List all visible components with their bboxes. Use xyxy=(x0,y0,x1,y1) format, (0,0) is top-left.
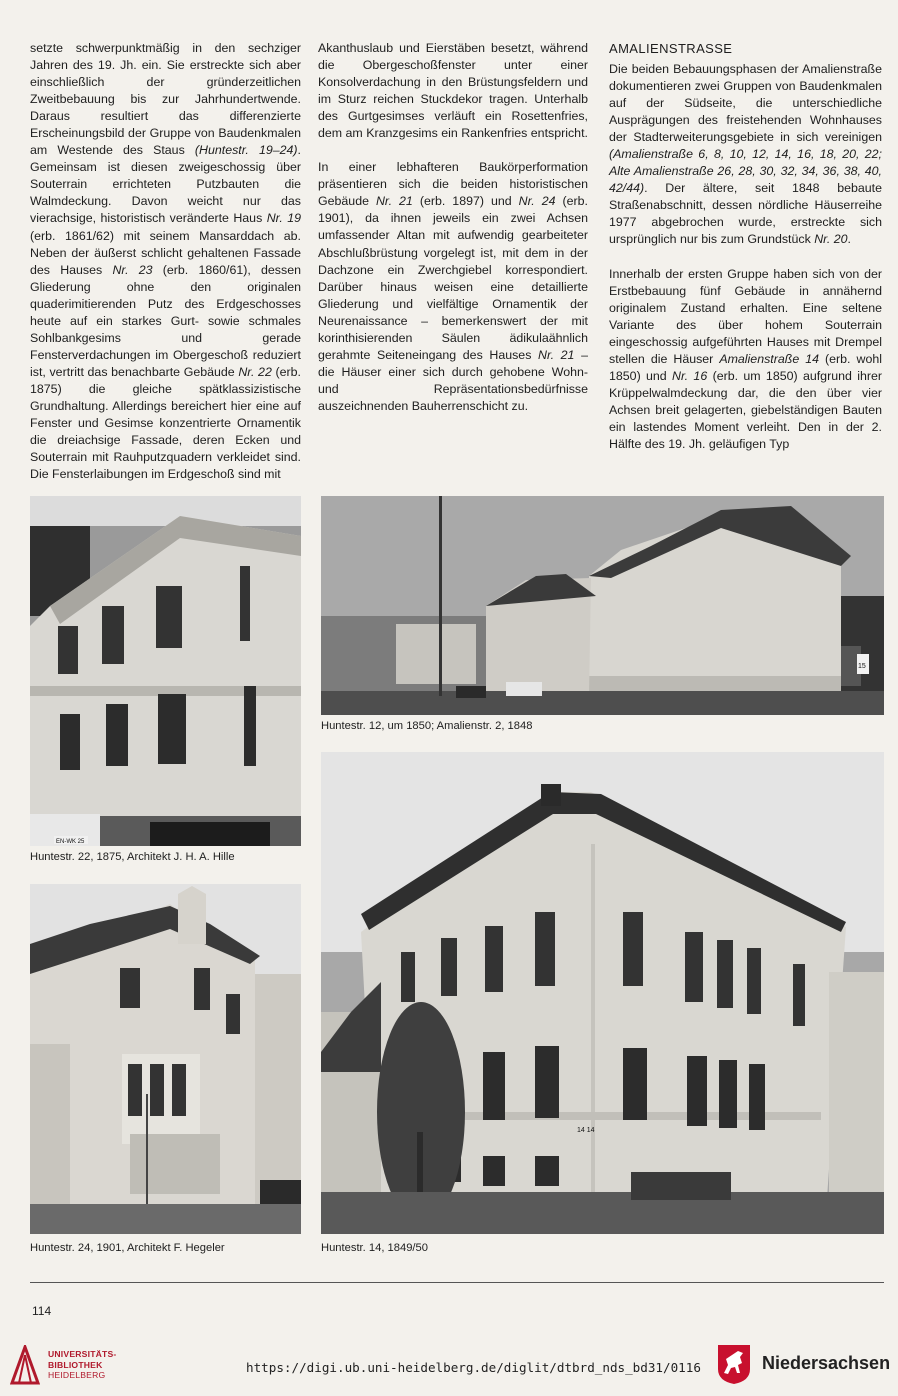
photo-huntestr-24 xyxy=(30,884,301,1234)
photo-huntestr-14 xyxy=(321,752,884,1234)
paragraph: Akanthuslaub und Eierstäben besetzt, während die Obergeschoßfenster unter einer Konsolverdachung in den Brüstungsfeldern und im Sturz reichen Stuckdekor tragen. Unterhalb des Gurtgesimses verläuft ein Rosettenfries, dem am Kranzgesims ein Rankenfries entspricht. xyxy=(318,41,588,141)
caption-photo-4: Huntestr. 14, 1849/50 xyxy=(321,1242,428,1254)
photo-huntestr-22 xyxy=(30,496,301,846)
caption-photo-1: Huntestr. 22, 1875, Architekt J. H. A. Hille xyxy=(30,851,235,863)
caption-photo-2: Huntestr. 12, um 1850; Amalienstr. 2, 1848 xyxy=(321,720,533,732)
footer-divider xyxy=(30,1282,884,1283)
text-column-3 xyxy=(609,40,882,470)
university-library-name: UNIVERSITÄTS- BIBLIOTHEK HEIDELBERG xyxy=(48,1349,117,1380)
university-library-logo-icon xyxy=(10,1345,40,1385)
state-name: Niedersachsen xyxy=(762,1353,891,1373)
text-column-1 xyxy=(30,40,301,500)
niedersachsen-horse-icon xyxy=(716,1343,752,1385)
license-plate-text: EN-WK 25 xyxy=(56,839,85,845)
house-number-text: 14 14 xyxy=(577,1127,595,1134)
source-url[interactable]: https://digi.ub.uni-heidelberg.de/diglit/dtbrd_nds_bd31/0116 xyxy=(246,1360,701,1375)
text-column-2 xyxy=(318,40,588,432)
paragraph: setzte schwerpunktmäßig in den sechziger Jahren des 19. Jh. ein. Sie erstreckte sich aber einschließlich der gründerzeitlichen Zweitbebauung bis zur Jahrhundertwende. Daraus resultiert das differenzierte Erscheinungsbild der Gruppe von Baudenkmalen am Westende des Staus (Huntestr. 19–24). Gemeinsam ist diesen zweigeschossig über Souterrain errichteten Putzbauten die Walmdeckung. Davon weicht nur das vierachsige, historistisch veränderte Haus Nr. 19 (erb. 1861/62) mit seinem Mansarddach ab. Neben der äußerst schlicht gehaltenen Fassade des Hauses Nr. 23 (erb. 1860/61), dessen Gliederung ohne den originalen quaderimitierenden Putz des Erdgeschosses heute auf ein starkes Gurt- sowie schmales Sohlbankgesims und gerade Fensterverdachungen im Obergeschoß reduziert ist, vertritt das benachbarte Gebäude Nr. 22 (erb. 1875) die gleiche spätklassizistische Grundhaltung. Allerdings bereichert hier eine auf Fenster und Gesimse konzentrierte Ornamentik die dreiachsige Fassade, deren Ecken und Souterrain mit Rauhputzquadern verkleidet sind. Die Fensterlaibungen im Erdgeschoß sind mit xyxy=(30,41,301,482)
section-heading: AMALIENSTRASSE xyxy=(609,41,733,56)
page-number: 114 xyxy=(32,1304,52,1318)
paragraph: Die beiden Bebauungsphasen der Amalienstraße dokumentieren zwei Gruppen von Baudenkmalen auf der Südseite, die unterschiedliche Ausprägungen des freistehenden Wohnhauses der Stadterweiterungsgebiete in sich vereinigen (Amalienstraße 6, 8, 10, 12, 14, 16, 18, 20, 22; Alte Amalienstraße 26, 28, 30, 32, 34, 36, 38, 40, 42/44). Der ältere, seit 1848 bebaute Straßenabschnitt, dessen nördliche Häuserreihe 1977 abgebrochen wurde, erstreckte sich ursprünglich nur bis zum Grundstück Nr. 20. xyxy=(609,62,882,247)
paragraph: Innerhalb der ersten Gruppe haben sich von der Erstbebauung fünf Gebäude in annähernd originalem Zustand erhalten. Eine seltene Variante des über hohem Souterrain eingeschossig aufgeführten Hauses mit Drempel stellen die Häuser Amalienstraße 14 (erb. wohl 1850) und Nr. 16 (erb. um 1850) aufgrund ihrer Krüppelwalmdeckung dar, die den über vier Achsen breit gelagerten, giebelständigen Bauten ein lastendes Moment verleiht. Den in der 2. Hälfte des 19. Jh. geläufigen Typ xyxy=(609,266,882,451)
photo-huntestr-12-amalienstr-2 xyxy=(321,496,884,715)
paragraph: In einer lebhafteren Baukörperformation präsentieren sich die beiden historistischen Gebäude Nr. 21 (erb. 1897) und Nr. 24 (erb. 1901), da ihnen jeweils ein zwei Achsen umfassender Altan mit aufwendig gearbeiteter Abschlußbrüstung vorgelegt ist, mit dem in der Dachzone ein Zwerchgiebel korrespondiert. Darüber hinaus weisen eine detaillierte Gliederung und vielfältige Ornamentik der Neurenaissance – bemerkenswert der mit korinthisierenden Säulen ädikulaähnlich gerahmte Seiteneingang des Hauses Nr. 21 – die Häuser einer sich durch gehobene Wohn- und Repräsentationsbedürfnisse auszeichnenden Bauherrenschicht zu. xyxy=(318,160,588,413)
street-sign-text: 15 xyxy=(858,663,866,670)
caption-photo-3: Huntestr. 24, 1901, Architekt F. Hegeler xyxy=(30,1242,225,1254)
